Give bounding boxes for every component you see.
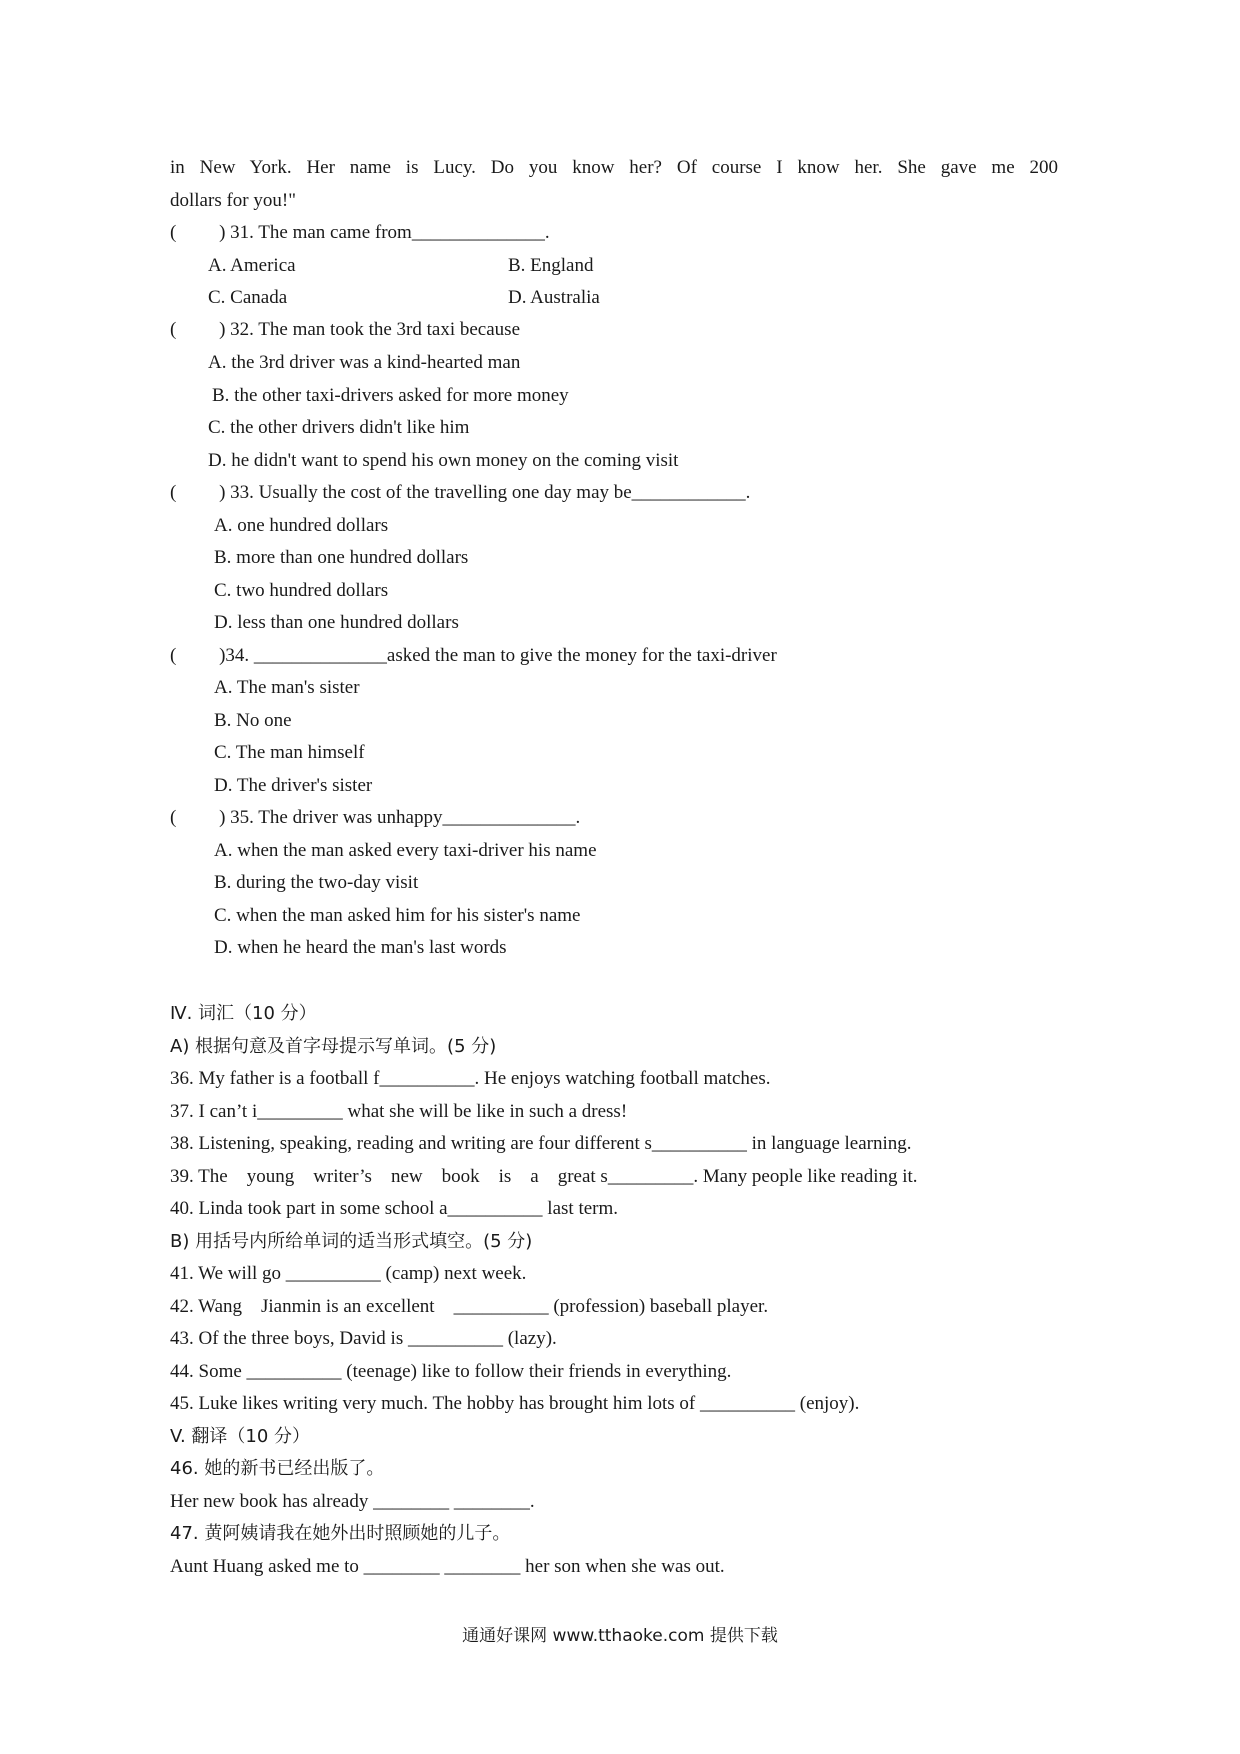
vocab-item: 38. Listening, speaking, reading and writing are four different s__________ in language learning. — [170, 1133, 912, 1154]
vocab-item: 45. Luke likes writing very much. The hobby has brought him lots of __________ (enjoy). — [170, 1393, 860, 1414]
option-a: A. one hundred dollars — [214, 515, 389, 536]
section-heading: V. 翻译（10 分） — [170, 1426, 311, 1447]
translation-prompt: 47. 黄阿姨请我在她外出时照顾她的儿子。 — [170, 1523, 511, 1544]
option-d: D. Australia — [508, 287, 600, 308]
vocab-item: 39. The young writer’s new book is a great s_________. Many people like reading it. — [170, 1166, 918, 1187]
question-stem: ( ) 31. The man came from______________. — [170, 222, 550, 243]
option-c: C. Canada — [208, 287, 288, 308]
option-c: C. two hundred dollars — [214, 580, 389, 601]
option-b: B. England — [508, 255, 594, 276]
passage-line: in New York. Her name is Lucy. Do you know her? Of course I know her. She gave me 200 — [170, 157, 1058, 178]
option-d: D. when he heard the man's last words — [214, 937, 507, 958]
option-a: A. when the man asked every taxi-driver his name — [214, 840, 597, 861]
option-d: D. The driver's sister — [214, 775, 373, 796]
option-d: D. he didn't want to spend his own money on the coming visit — [208, 450, 679, 471]
page-footer: 通通好课网 www.tthaoke.com 提供下载 — [462, 1626, 778, 1646]
vocab-item: 44. Some __________ (teenage) like to follow their friends in everything. — [170, 1361, 732, 1382]
vocab-item: 43. Of the three boys, David is __________ (lazy). — [170, 1328, 557, 1349]
option-b: B. more than one hundred dollars — [214, 547, 469, 568]
option-b: B. during the two-day visit — [214, 872, 419, 893]
vocab-item: 40. Linda took part in some school a__________ last term. — [170, 1198, 619, 1219]
passage-line: dollars for you!" — [170, 190, 296, 211]
translation-prompt: 46. 她的新书已经出版了。 — [170, 1458, 385, 1479]
option-d: D. less than one hundred dollars — [214, 612, 459, 633]
question-stem: ( ) 35. The driver was unhappy______________. — [170, 807, 581, 828]
part-heading: A) 根据句意及首字母提示写单词。(5 分) — [170, 1036, 497, 1057]
question-stem: ( )34. ______________asked the man to give the money for the taxi-driver — [170, 645, 777, 666]
question-stem: ( ) 33. Usually the cost of the travelling one day may be____________. — [170, 482, 751, 503]
translation-answer-line: Aunt Huang asked me to ________ ________ her son when she was out. — [170, 1556, 725, 1577]
question-stem: ( ) 32. The man took the 3rd taxi because — [170, 319, 520, 340]
vocab-item: 36. My father is a football f__________. He enjoys watching football matches. — [170, 1068, 771, 1089]
option-c: C. when the man asked him for his sister's name — [214, 905, 581, 926]
vocab-item: 37. I can’t i_________ what she will be like in such a dress! — [170, 1101, 628, 1122]
translation-answer-line: Her new book has already ________ ________. — [170, 1491, 535, 1512]
option-c: C. The man himself — [214, 742, 365, 763]
option-a: A. the 3rd driver was a kind-hearted man — [208, 352, 521, 373]
vocab-item: 41. We will go __________ (camp) next week. — [170, 1263, 527, 1284]
vocab-item: 42. Wang Jianmin is an excellent __________ (profession) baseball player. — [170, 1296, 769, 1317]
option-c: C. the other drivers didn't like him — [208, 417, 470, 438]
option-a: A. America — [208, 255, 296, 276]
option-a: A. The man's sister — [214, 677, 360, 698]
option-b: B. No one — [214, 710, 292, 731]
part-heading: B) 用括号内所给单词的适当形式填空。(5 分) — [170, 1231, 533, 1252]
option-b: B. the other taxi-drivers asked for more money — [212, 385, 569, 406]
section-heading: Ⅳ. 词汇（10 分） — [170, 1003, 317, 1024]
